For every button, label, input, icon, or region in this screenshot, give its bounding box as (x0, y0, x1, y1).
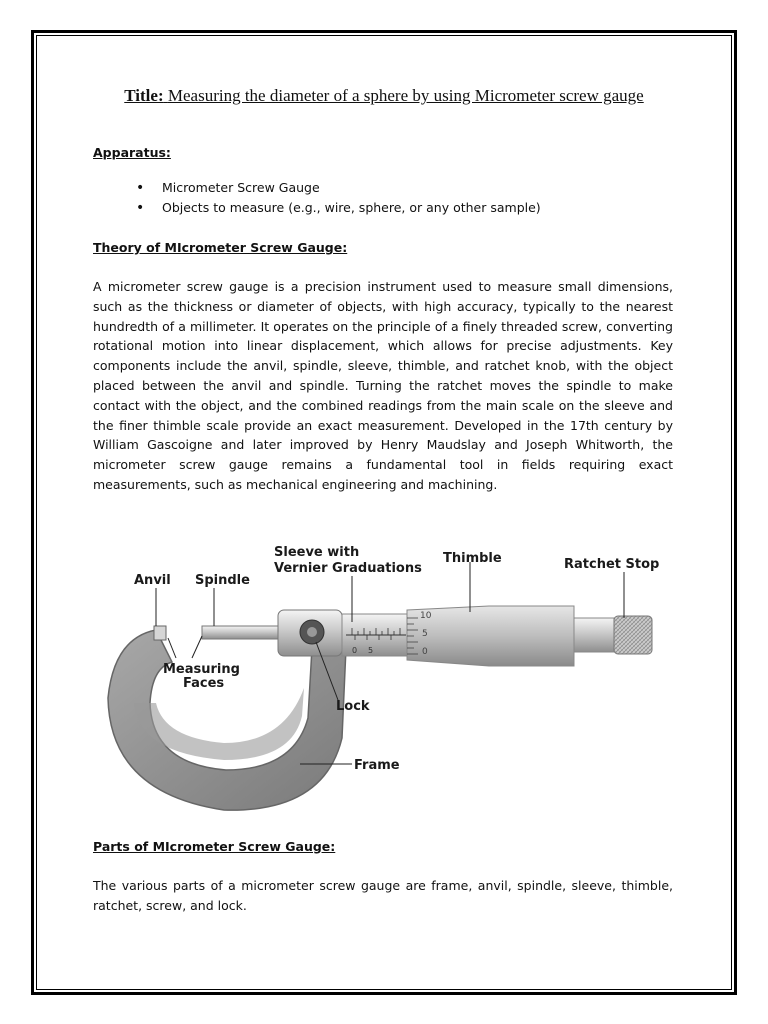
micrometer-illustration (94, 538, 674, 818)
label-sleeve-line2: Vernier Graduations (274, 561, 422, 576)
micrometer-diagram (94, 538, 674, 818)
label-measuring-line2: Faces (183, 676, 225, 691)
ratchet-neck (574, 618, 614, 652)
label-spindle: Spindle (195, 573, 250, 588)
spindle (202, 626, 280, 639)
thimble (407, 606, 574, 666)
label-measuring-line1: Measuring (163, 662, 240, 677)
anvil (154, 626, 166, 640)
apparatus-list (136, 180, 541, 220)
list-item: • Micrometer Screw Gauge (136, 180, 541, 200)
title-prefix: Title: (124, 86, 164, 105)
page-title (60, 86, 708, 106)
label-thimble: Thimble (443, 551, 502, 566)
title-text: Measuring the diameter of a sphere by using Micrometer screw gauge (167, 86, 644, 105)
theory-paragraph: A micrometer screw gauge is a precision instrument used to measure small dimensions, such as the thickness or diameter of objects, with high accuracy, typically to the nearest hundredth of a millimeter. It operates on the principle of a finely threaded screw, converting rotational motion into linear displacement, which allows for precise adjustments. Key components include the anvil, spindle, sleeve, thimble, and ratchet knob, with the object placed between the anvil and spindle. Turning the ratchet moves the spindle to make contact with the object, and the combined readings from the main scale on the sleeve and the finer thimble scale provide an exact measurement. Developed in the 17th century by William Gascoigne and later improved by Henry Maudslay and Joseph Whitworth, the micrometer screw gauge remains a fundamental tool in fields requiring exact measurements, such as mechanical engineering and machining. (93, 279, 673, 492)
label-sleeve-line1: Sleeve with (274, 545, 360, 560)
label-anvil: Anvil (134, 573, 171, 588)
theory-heading: Theory of MIcrometer Screw Gauge: (93, 240, 348, 255)
parts-heading: Parts of MIcrometer Screw Gauge: (93, 839, 336, 854)
list-item: • Objects to measure (e.g., wire, sphere, or any other sample) (136, 200, 541, 220)
apparatus-heading: Apparatus: (93, 145, 171, 160)
sleeve-scale-5: 5 (368, 646, 374, 655)
thimble-scale-5: 5 (422, 629, 428, 639)
label-lock: Lock (336, 699, 370, 714)
ratchet-knob (614, 616, 652, 654)
parts-paragraph: The various parts of a micrometer screw gauge are frame, anvil, spindle, sleeve, thimble, ratchet, screw, and lock. (93, 878, 673, 913)
thimble-scale-0: 0 (422, 647, 428, 657)
thimble-scale-10: 10 (420, 611, 432, 621)
label-frame: Frame (354, 758, 400, 773)
sleeve-scale-0: 0 (352, 646, 358, 655)
label-ratchet: Ratchet Stop (564, 557, 660, 572)
